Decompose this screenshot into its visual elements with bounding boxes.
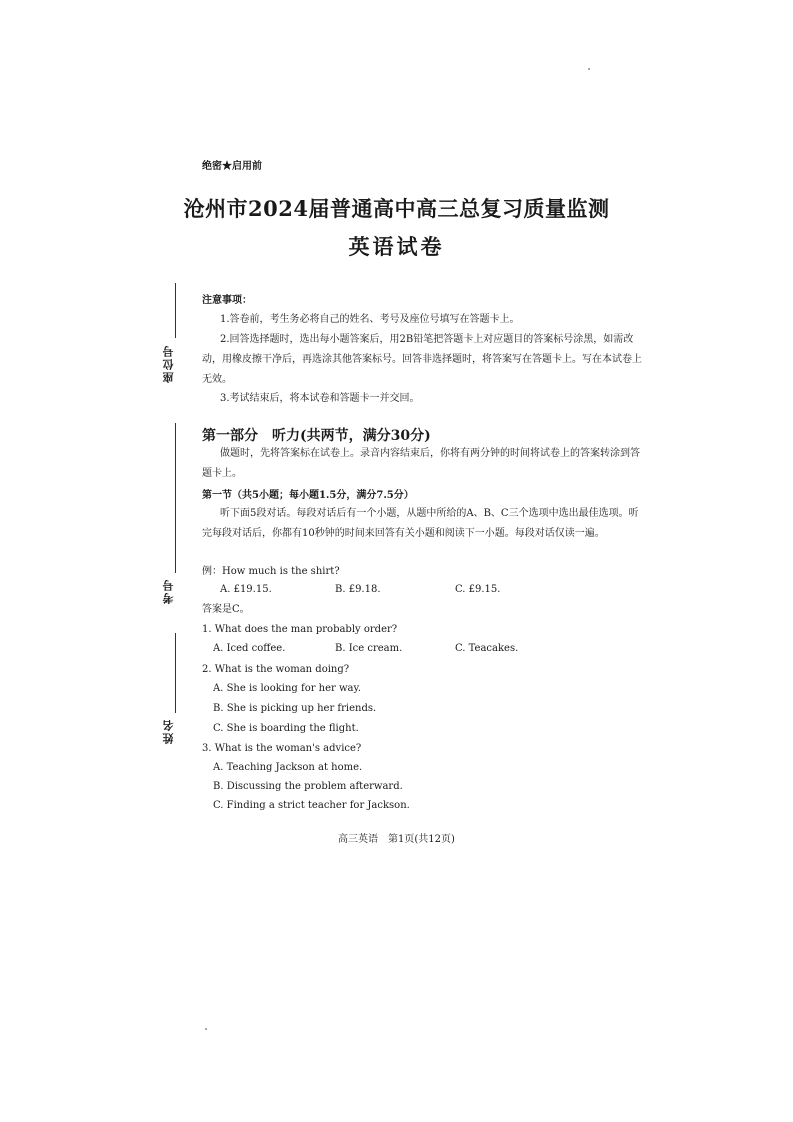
example-answer: 答案是C。 bbox=[202, 604, 250, 615]
notice-item-3: 3.考试结束后，将本试卷和答题卡一并交回。 bbox=[220, 393, 420, 404]
example-question: 例：How much is the shirt? bbox=[202, 566, 340, 577]
part1-heading: 第一部分 听力(共两节，满分30分) bbox=[202, 428, 431, 444]
scan-speck bbox=[588, 68, 590, 70]
question-3: 3. What is the woman's advice? bbox=[202, 743, 362, 754]
notice-heading: 注意事项： bbox=[202, 295, 252, 306]
q3-option-b: B. Discussing the problem afterward. bbox=[213, 781, 403, 792]
example-option-c: C. £9.15. bbox=[455, 584, 501, 595]
q1-option-a: A. Iced coffee. bbox=[213, 643, 286, 654]
section1-heading: 第一节（共5小题；每小题1.5分，满分7.5分） bbox=[202, 490, 414, 501]
seat-line bbox=[175, 283, 176, 338]
notice-item-1: 1.答卷前，考生务必将自己的姓名、考号及座位号填写在答题卡上。 bbox=[220, 314, 520, 325]
page-subtitle: 英语试卷 bbox=[348, 234, 445, 259]
secret-label: 绝密★启用前 bbox=[202, 161, 262, 172]
question-1: 1. What does the man probably order? bbox=[202, 624, 398, 635]
page-title: 沧州市2024届普通高中高三总复习质量监测 bbox=[183, 196, 610, 221]
name-label: 姓名 bbox=[162, 718, 175, 744]
section1-intro: 听下面5段对话。每段对话后有一个小题，从题中所给的A、B、C三个选项中选出最佳选项。听完每段对话后，你都有10秒钟的时间来回答有关小题和阅读下一小题。每段对话仅读一遍。 bbox=[202, 508, 639, 539]
q1-option-b: B. Ice cream. bbox=[335, 643, 403, 654]
q2-option-c: C. She is boarding the flight. bbox=[213, 723, 359, 734]
name-line bbox=[175, 633, 176, 713]
q1-option-c: C. Teacakes. bbox=[455, 643, 519, 654]
exam-no-label: 考号 bbox=[162, 578, 175, 604]
scan-speck bbox=[205, 1028, 207, 1030]
q2-option-b: B. She is picking up her friends. bbox=[213, 703, 377, 714]
seat-label: 座位号 bbox=[162, 344, 175, 383]
part1-intro: 做题时，先将答案标在试卷上。录音内容结束后，你将有两分钟的时间将试卷上的答案转涂到答题卡上。 bbox=[202, 448, 640, 479]
q2-option-a: A. She is looking for her way. bbox=[213, 683, 362, 694]
example-option-b: B. £9.18. bbox=[335, 584, 381, 595]
notice-item-2: 2.回答选择题时，选出每小题答案后，用2B铅笔把答题卡上对应题目的答案标号涂黑，如需改动，用橡皮擦干净后，再选涂其他答案标号。回答非选择题时，将答案写在答题卡上。写在本试卷上无效。 bbox=[202, 334, 642, 385]
question-2: 2. What is the woman doing? bbox=[202, 664, 350, 675]
example-option-a: A. £19.15. bbox=[220, 584, 272, 595]
page-footer: 高三英语 第1页(共12页) bbox=[338, 834, 455, 845]
exam-no-line bbox=[175, 423, 176, 573]
q3-option-a: A. Teaching Jackson at home. bbox=[213, 762, 363, 773]
q3-option-c: C. Finding a strict teacher for Jackson. bbox=[213, 800, 410, 811]
